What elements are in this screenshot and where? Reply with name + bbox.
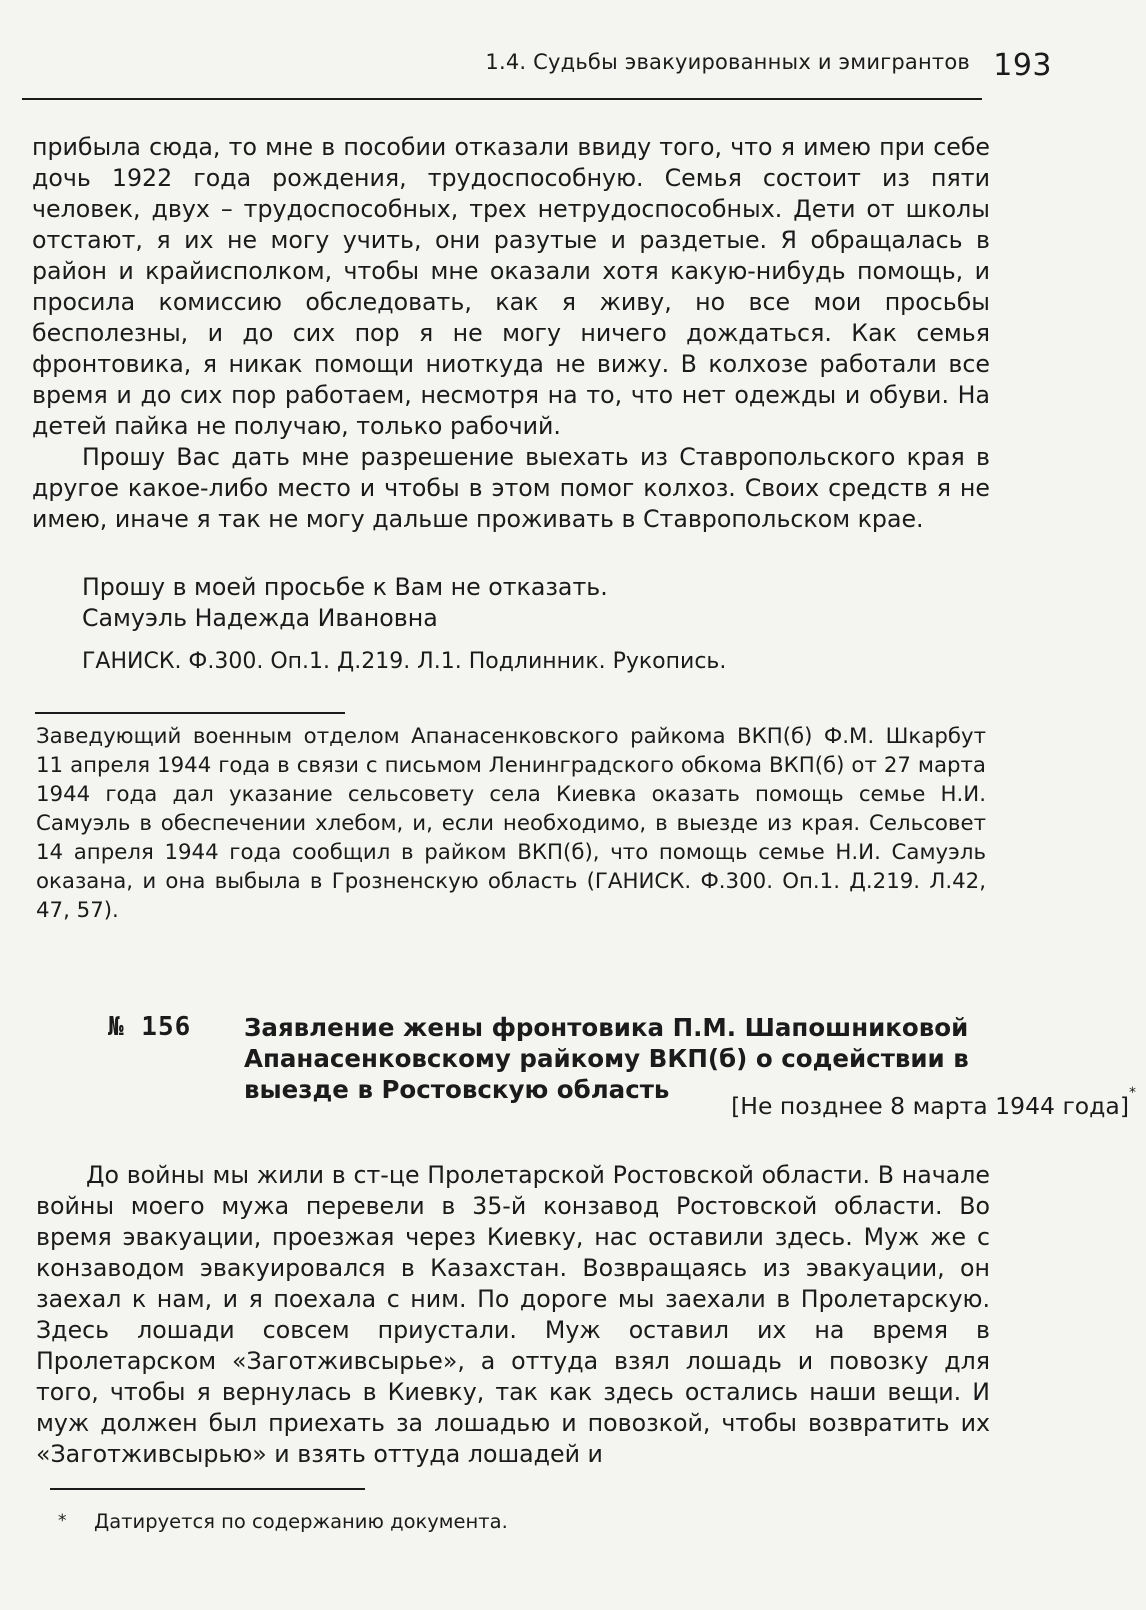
footnote-mark: * — [58, 1511, 67, 1531]
footnote-rule — [50, 1488, 365, 1490]
document-number: № 156 — [108, 1012, 192, 1042]
letter-signature — [82, 572, 882, 677]
running-title: 1.4. Судьбы эвакуированных и эмигрантов — [485, 50, 970, 74]
footnote — [58, 1508, 758, 1535]
note-rule — [35, 712, 345, 714]
signatory-name: Самуэль Надежда Ивановна — [82, 604, 438, 632]
letter-paragraph: Прошу Вас дать мне разрешение выехать из Ставропольского края в другое какое-либо место и чтобы в этом помог колхоз. Своих средств я не имею, иначе я так не могу дальше проживать в Ставропольском крае. — [32, 443, 990, 533]
document-date-text: [Не позднее 8 марта 1944 года] — [731, 1092, 1129, 1120]
archive-reference: ГАНИСК. Ф.300. Оп.1. Д.219. Л.1. Подлинник. Рукопись. — [82, 649, 727, 674]
letter-paragraph: прибыла сюда, то мне в пособии отказали ввиду того, что я имею при себе дочь 1922 года рождения, трудоспособную. Семья состоит из пяти человек, двух – трудоспособных, трех нетрудоспособных. Дети от школы отстают, я их не могу учить, они разутые и раздетые. Я обращалась в район и крайисполком, чтобы мне оказали хотя какую-нибудь помощь, и просила комиссию обследовать, как я живу, но все мои просьбы бесполезны, и до сих пор я не могу ничего дождаться. Как семья фронтовика, я никак помощи ниоткуда не вижу. В колхозе работали все время и до сих пор работаем, несмотря на то, что нет одежды и обуви. На детей пайка не получаю, только рабочий. — [32, 133, 990, 440]
letter-continuation — [32, 132, 990, 535]
running-header — [22, 40, 1052, 102]
header-rule — [22, 98, 982, 100]
closing-line: Прошу в моей просьбе к Вам не отказать. — [82, 573, 608, 601]
page-number: 193 — [993, 48, 1052, 83]
editor-note: Заведующий военным отделом Апанасенковского райкома ВКП(б) Ф.М. Шкарбут 11 апреля 1944 года в связи с письмом Ленинградского обкома ВКП(б) от 27 марта 1944 года дал указание сельсовету села Киевка оказать помощь семье Н.И. Самуэль в обеспечении хлебом, и, если необходимо, в выезде из края. Сельсовет 14 апреля 1944 года сообщил в райком ВКП(б), что помощь семье Н.И. Самуэль оказана, и она выбыла в Грозненскую область (ГАНИСК. Ф.300. Оп.1. Д.219. Л.42, 47, 57). — [36, 724, 986, 923]
footnote-text: Датируется по содержанию документа. — [94, 1510, 508, 1533]
document-paragraph: До войны мы жили в ст-це Пролетарской Ростовской области. В начале войны моего мужа перевели в 35-й конзавод Ростовской области. Во время эвакуации, проезжая через Киевку, нас оставили здесь. Муж же с конзаводом эвакуировался в Казахстан. Возвращаясь из эвакуации, он заехал к нам, и я поехала с ним. По дороге мы заехали в Пролетарскую. Здесь лошади совсем приустали. Муж оставил их на время в Пролетарском «Заготживсырье», а оттуда взял лошадь и повозку для того, чтобы я вернулась в Киевку, так как здесь остались наши вещи. И муж должен был приехать за лошадью и повозкой, чтобы возвратить их «Заготживсырью» и взять оттуда лошадей и — [36, 1161, 990, 1468]
document-body — [36, 1160, 990, 1470]
footnote-reference: * — [1129, 1085, 1136, 1102]
document-date — [731, 1085, 1136, 1120]
document-title: Заявление жены фронтовика П.М. Шапошниковой Апанасенковскому райкому ВКП(б) о содействии в выезде в Ростовскую область — [244, 1013, 969, 1104]
